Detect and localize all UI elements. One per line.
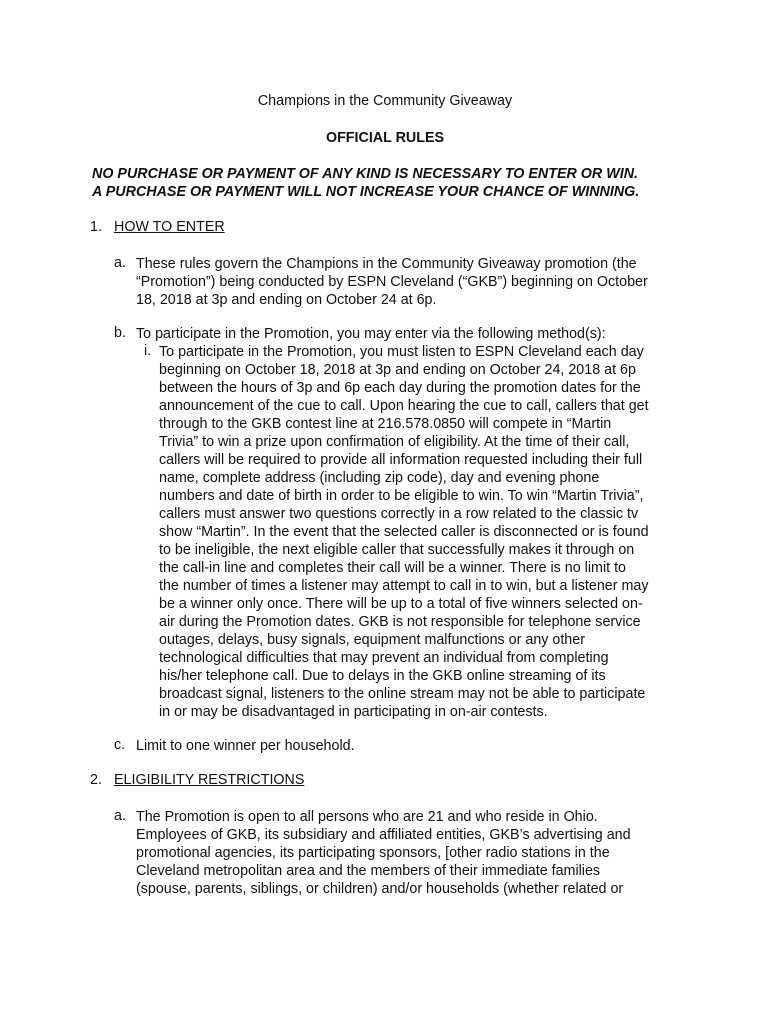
paragraph-line: To participate in the Promotion, you may enter via the following method(s): [136, 326, 606, 342]
paragraph-line: “Promotion”) being conducted by ESPN Cleveland (“GKB”) beginning on October [136, 274, 648, 290]
section-number: 1. [90, 219, 102, 235]
section-number: 2. [90, 772, 102, 788]
paragraph-line: the call-in line and completes their call will be a winner. There is no limit to [159, 560, 626, 576]
disclaimer-line: A PURCHASE OR PAYMENT WILL NOT INCREASE YOUR CHANCE OF WINNING. [92, 184, 640, 200]
item-marker: c. [114, 737, 126, 753]
paragraph-line: between the hours of 3p and 6p each day during the promotion dates for the [159, 380, 641, 396]
paragraph-line: announcement of the cue to call. Upon hearing the cue to call, callers that get [159, 398, 649, 414]
paragraph-line: his/her telephone call. Due to delays in the GKB online streaming of its [159, 668, 606, 684]
paragraph-line: through to the GKB contest line at 216.578.0850 will compete in “Martin [159, 416, 612, 432]
paragraph-line: broadcast signal, listeners to the online stream may not be able to participate [159, 686, 646, 702]
section-heading-eligibility: ELIGIBILITY RESTRICTIONS [114, 772, 305, 788]
paragraph-line: callers will be required to provide all information requested including their full [159, 452, 643, 468]
paragraph-line: technological difficulties that may prevent an individual from completing [159, 650, 609, 666]
paragraph-line: in or may be disadvantaged in participating in on-air contests. [159, 704, 548, 720]
paragraph-line: These rules govern the Champions in the Community Giveaway promotion (the [136, 256, 637, 272]
paragraph-line: the number of times a listener may attempt to call in to win, but a listener may [159, 578, 649, 594]
paragraph-line: be a winner only once. There will be up to a total of five winners selected on- [159, 596, 643, 612]
paragraph-line: numbers and date of birth in order to be eligible to win. To win “Martin Trivia”, [159, 488, 644, 504]
paragraph-line: to be ineligible, the next eligible caller that successfully makes it through on [159, 542, 635, 558]
paragraph-line: air during the Promotion dates. GKB is not responsible for telephone service [159, 614, 641, 630]
rule-paragraph-1b [136, 325, 606, 343]
document-subtitle: OFFICIAL RULES [325, 130, 445, 146]
paragraph-line: beginning on October 18, 2018 at 3p and ending on October 24, 2018 at 6p [159, 362, 636, 378]
paragraph-line: Cleveland metropolitan area and the members of their immediate families [136, 863, 601, 879]
rule-paragraph-2a [136, 808, 631, 898]
item-marker: a. [114, 255, 126, 271]
document-title: Champions in the Community Giveaway [257, 93, 513, 109]
purchase-disclaimer [92, 165, 639, 201]
paragraph-line: callers must answer two questions correctly in a row related to the classic tv [159, 506, 639, 522]
rule-paragraph-1a [136, 255, 648, 309]
paragraph-line: To participate in the Promotion, you must listen to ESPN Cleveland each day [159, 344, 644, 360]
paragraph-line: (spouse, parents, siblings, or children) and/or households (whether related or [136, 881, 624, 897]
subitem-marker: i. [144, 343, 152, 359]
paragraph-line: Limit to one winner per household. [136, 738, 355, 754]
paragraph-line: 18, 2018 at 3p and ending on October 24 at 6p. [136, 292, 437, 308]
item-marker: a. [114, 808, 126, 824]
item-marker: b. [114, 325, 126, 341]
disclaimer-line: NO PURCHASE OR PAYMENT OF ANY KIND IS NECESSARY TO ENTER OR WIN. [92, 166, 638, 182]
rule-paragraph-1b-i [159, 343, 649, 721]
rule-paragraph-1c [136, 737, 355, 755]
paragraph-line: Trivia” to win a prize upon confirmation of eligibility. At the time of their call, [159, 434, 630, 450]
paragraph-line: name, complete address (including zip code), day and evening phone [159, 470, 600, 486]
paragraph-line: show “Martin”. In the event that the selected caller is disconnected or is found [159, 524, 649, 540]
paragraph-line: The Promotion is open to all persons who are 21 and who reside in Ohio. [136, 809, 598, 825]
section-heading-how-to-enter: HOW TO ENTER [114, 219, 225, 235]
paragraph-line: promotional agencies, its participating sponsors, [other radio stations in the [136, 845, 610, 861]
paragraph-line: Employees of GKB, its subsidiary and affiliated entities, GKB’s advertising and [136, 827, 631, 843]
paragraph-line: outages, delays, busy signals, equipment malfunctions or any other [159, 632, 585, 648]
